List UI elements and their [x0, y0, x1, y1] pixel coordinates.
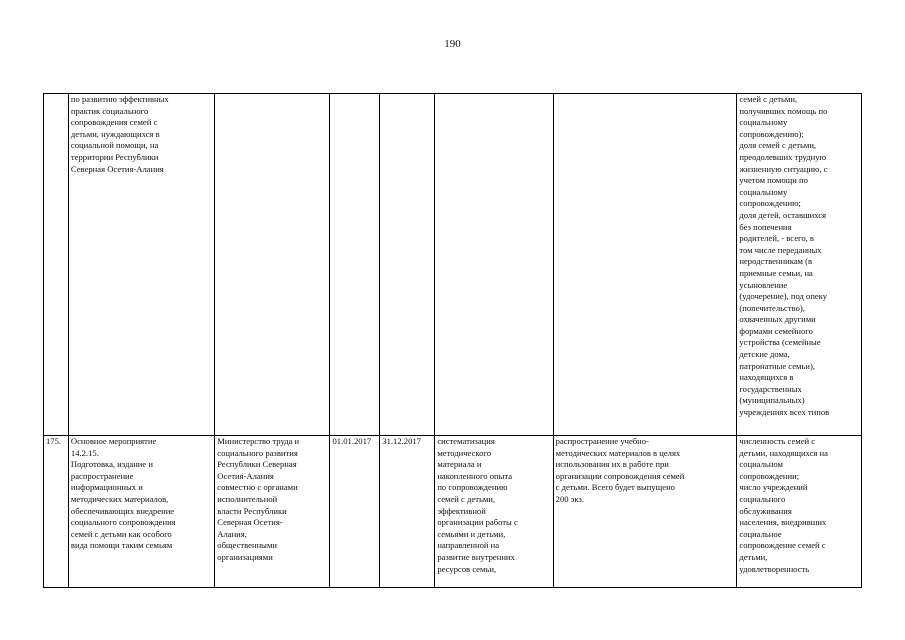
row-number-cell — [44, 436, 69, 588]
page-number: 190 — [444, 38, 461, 50]
activity-name-cell — [68, 94, 214, 436]
table-row — [44, 436, 862, 588]
end-date-cell — [380, 436, 435, 588]
start-date-cell — [330, 436, 380, 588]
indicators-cell — [737, 436, 862, 588]
indicators-cell — [737, 94, 862, 436]
end-date: 31.12.2017 — [382, 436, 421, 446]
row-number: 175. — [46, 436, 62, 446]
description: распространение учебно- методических материалов в целях использования их в работе при организации сопровождения семей с детьми. Всего будет выпущено 200 экз. — [555, 436, 685, 504]
start-date: 01.01.2017 — [332, 436, 372, 446]
activity-name: по развитию эффективных практик социального сопровождения семей с детьми, нуждающихся в социальной помощи, на территории Республики Северная Осетия-Алания — [70, 94, 169, 174]
description-cell — [553, 94, 737, 436]
description-cell — [553, 436, 737, 588]
executor-cell — [215, 94, 330, 436]
end-date-cell — [380, 94, 435, 436]
start-date-cell — [330, 94, 380, 436]
expected-result-cell — [435, 436, 553, 588]
activity-name-cell — [68, 436, 214, 588]
indicators: семей с детьми, получивших помощь по социальному сопровождению); доля семей с детьми, преодолевших трудную жизненную ситуацию, с учетом помощи по социальному сопровождению; доля детей, оставшихся без попечения родителей, - всего, в том числе переданных неродственникам (в приемные семьи, на усыновление (удочерение), под опеку (попечительство), охваченных другими формами семейного устройства (семейные детские дома, патронатные семьи), находящихся в государственных (муниципальных) учреждениях всех типов — [739, 94, 830, 418]
activity-name: Основное мероприятие 14.2.15. Подготовка, издание и распространение информационных и методических материалов, обеспечивающих внедрение социального сопровождения семей с детьми как особого вида помощи таким семьям — [70, 436, 176, 551]
expected-result-cell — [435, 94, 553, 436]
executor: Министерство труда и социального развития Республики Северная Осетия-Алания совместно с органами исполнительной власти Республики Северная Осетия- Алания, общественными организациями — [217, 436, 300, 562]
program-table — [43, 93, 862, 588]
expected-result: систематизация методического материала и накопленного опыта по сопровождению семей с детьми, эффективной организации работы с семьями и детьми, направленной на развитие внутренних ресурсов семьи, — [437, 436, 518, 574]
row-number-cell — [44, 94, 69, 436]
indicators: численность семей с детьми, находящихся на социальном сопровождении; число учреждений социального обслуживания населения, внедривших социальное сопровождение семей с детьми, удовлетворенность — [739, 436, 828, 574]
table-row — [44, 94, 862, 436]
executor-cell — [215, 436, 330, 588]
